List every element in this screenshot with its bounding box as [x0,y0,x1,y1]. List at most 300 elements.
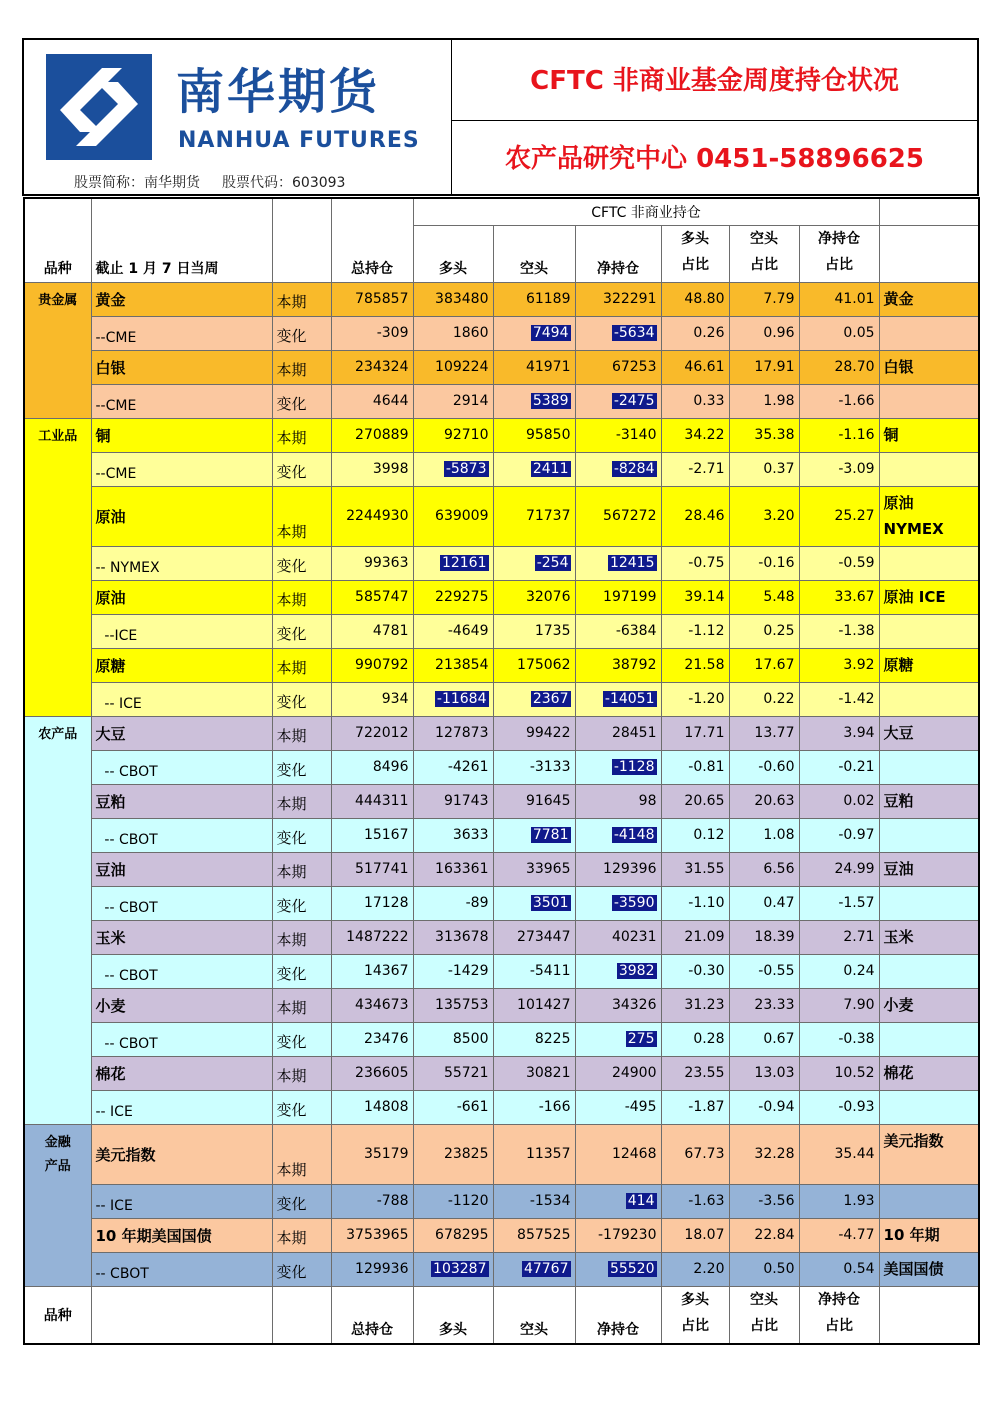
long-pct-value: -2.71 [688,461,725,477]
short-positions-cell [493,1090,575,1124]
header-short-pct-line2: 占比 [750,256,778,273]
long-pct-cell [661,1184,729,1218]
net-pct-cell [799,954,879,988]
right-label: 美国国债 [883,1259,944,1278]
short-pct-cell [729,546,799,580]
right-label: 豆粕 [883,791,914,810]
short-pct-value: -0.55 [758,963,795,979]
long-positions-cell [413,1022,493,1056]
period-label: 本期 [272,920,331,954]
footer-net: 净持仓 [575,1286,661,1344]
footer-net-pct-line1: 净持仓 [818,1291,861,1308]
long-pct-value: -0.30 [688,963,725,979]
long-pct-cell [661,988,729,1022]
long-pct-value: 28.46 [684,508,725,524]
short-positions-value: -5411 [529,963,571,979]
table-row [24,920,979,954]
long-positions-cell [413,350,493,384]
net-positions-cell [575,546,661,580]
total-positions-value: 434673 [355,997,409,1013]
total-positions-cell [331,1124,413,1184]
right-label: 豆油 [883,859,914,878]
long-positions-cell [413,546,493,580]
right-label-cell [879,988,979,1022]
long-positions-cell [413,648,493,682]
long-pct-cell [661,818,729,852]
net-pct-cell [799,546,879,580]
short-pct-value: 0.37 [763,461,795,477]
long-positions-cell [413,818,493,852]
table-body [24,282,979,1286]
net-pct-value: -0.38 [838,1031,875,1047]
right-label-cell [879,784,979,818]
net-positions-value: -179230 [598,1227,657,1243]
period-label: 变化 [272,818,331,852]
total-positions-cell [331,1252,413,1286]
period-label: 变化 [272,886,331,920]
footer-total: 总持仓 [331,1286,413,1344]
period-label: 本期 [272,350,331,384]
short-positions-value: -166 [538,1099,571,1115]
total-positions-cell [331,648,413,682]
net-positions-value: -5634 [613,325,655,341]
total-positions-value: 14367 [363,963,409,979]
net-positions-value: 129396 [603,861,657,877]
net-pct-cell [799,580,879,614]
long-pct-cell [661,954,729,988]
footer-long-pct-line1: 多头 [681,1291,709,1308]
footer-long-pct [661,1286,729,1344]
total-positions-value: 3753965 [346,1227,409,1243]
right-label-cell [879,350,979,384]
exchange-label: -- CBOT [91,1252,272,1286]
right-label-cell [879,282,979,316]
net-pct-cell [799,418,879,452]
net-positions-value: 414 [627,1193,655,1209]
short-positions-cell [493,384,575,418]
long-pct-cell [661,784,729,818]
long-positions-value: -89 [465,895,489,911]
exchange-label: --CME [91,384,272,418]
exchange-label: -- ICE [91,682,272,716]
long-pct-cell [661,452,729,486]
net-pct-cell [799,1184,879,1218]
right-label: 小麦 [883,995,914,1014]
header-category: 品种 [24,198,91,282]
short-pct-value: 17.91 [754,359,795,375]
title-block [452,40,977,196]
stock-info [74,176,367,190]
short-positions-value: 7494 [532,325,569,341]
right-label-cell [879,750,979,784]
total-positions-value: 234324 [355,359,409,375]
table-row [24,546,979,580]
footer-long-pct-line2: 占比 [681,1317,709,1334]
short-positions-value: 33965 [525,861,571,877]
table-row [24,682,979,716]
total-positions-value: 517741 [355,861,409,877]
short-pct-cell [729,384,799,418]
net-positions-cell [575,1252,661,1286]
net-pct-cell [799,818,879,852]
long-pct-cell [661,418,729,452]
long-pct-cell [661,1090,729,1124]
right-label-cell [879,886,979,920]
right-label-cell [879,1022,979,1056]
short-positions-value: 5389 [532,393,569,409]
long-pct-cell [661,886,729,920]
total-positions-value: 722012 [355,725,409,741]
long-pct-value: -1.12 [688,623,725,639]
table-row [24,350,979,384]
net-pct-value: -0.97 [838,827,875,843]
table-row [24,1218,979,1252]
short-positions-cell [493,1218,575,1252]
table-row [24,384,979,418]
right-label-cell [879,1218,979,1252]
total-positions-value: 17128 [363,895,409,911]
table-row [24,282,979,316]
short-pct-cell [729,1218,799,1252]
short-positions-cell [493,1056,575,1090]
long-positions-value: 3633 [452,827,489,843]
report-title: CFTC 非商业基金周度持仓状况 [452,40,977,121]
table-row [24,486,979,546]
long-positions-value: 91743 [443,793,489,809]
short-pct-value: 0.67 [763,1031,795,1047]
header-period-blank [272,198,331,282]
right-label-cell [879,682,979,716]
footer-blank-1 [91,1286,272,1344]
short-positions-value: -254 [536,555,569,571]
right-label: 铜 [883,425,899,444]
total-positions-cell [331,886,413,920]
long-pct-cell [661,1124,729,1184]
net-positions-value: 38792 [611,657,657,673]
long-positions-value: -4261 [447,759,489,775]
header-net-pct-line2: 占比 [825,256,854,273]
net-positions-value: 275 [627,1031,655,1047]
net-positions-value: -1128 [613,759,655,775]
long-pct-cell [661,316,729,350]
logo-english-name: NANHUA FUTURES [178,128,420,153]
net-positions-cell [575,1218,661,1252]
right-label: 玉米 [883,927,914,946]
long-pct-value: 0.28 [693,1031,725,1047]
right-label-cell [879,852,979,886]
header-net-pct-line1: 净持仓 [818,230,861,247]
short-pct-cell [729,350,799,384]
net-pct-cell [799,920,879,954]
short-pct-value: 1.08 [763,827,795,843]
net-positions-cell [575,818,661,852]
footer-blank-3 [879,1286,979,1344]
long-positions-value: 639009 [435,508,489,524]
short-pct-cell [729,716,799,750]
total-positions-cell [331,350,413,384]
logo-block [24,40,452,196]
net-positions-cell [575,580,661,614]
right-label: 10 年期 [883,1225,940,1244]
net-pct-value: -0.93 [838,1099,875,1115]
table-row [24,1252,979,1286]
long-positions-value: 103287 [433,1261,487,1277]
total-positions-cell [331,1022,413,1056]
short-positions-value: -3133 [529,759,571,775]
period-label: 变化 [272,1252,331,1286]
long-positions-cell [413,852,493,886]
net-positions-value: -3140 [615,427,657,443]
short-positions-cell [493,580,575,614]
table-row [24,316,979,350]
total-positions-cell [331,852,413,886]
net-positions-cell [575,384,661,418]
long-pct-value: 21.58 [684,657,725,673]
short-pct-cell [729,784,799,818]
long-positions-value: 109224 [435,359,489,375]
net-pct-value: -1.57 [838,895,875,911]
period-label: 变化 [272,384,331,418]
total-positions-value: 934 [381,691,409,707]
net-positions-cell [575,954,661,988]
right-label: 原油 ICE [883,587,946,606]
short-positions-value: 857525 [517,1227,571,1243]
commodity-name: 10 年期美国国债 [91,1218,272,1252]
period-label: 变化 [272,1022,331,1056]
short-positions-cell [493,1124,575,1184]
short-pct-cell [729,954,799,988]
long-pct-value: 18.07 [684,1227,725,1243]
short-positions-cell [493,486,575,546]
net-pct-value: 0.54 [843,1261,875,1277]
short-positions-cell [493,648,575,682]
long-pct-cell [661,1218,729,1252]
short-pct-cell [729,1184,799,1218]
exchange-label: -- CBOT [91,818,272,852]
short-pct-cell [729,1252,799,1286]
total-positions-cell [331,750,413,784]
net-positions-cell [575,1124,661,1184]
table-row [24,784,979,818]
long-pct-cell [661,1022,729,1056]
total-positions-value: 35179 [363,1146,409,1162]
total-positions-cell [331,452,413,486]
short-positions-value: 61189 [525,291,571,307]
long-pct-value: 2.20 [693,1261,725,1277]
net-pct-value: -0.21 [838,759,875,775]
table-row [24,886,979,920]
net-positions-cell [575,452,661,486]
long-positions-cell [413,486,493,546]
short-pct-value: -0.16 [758,555,795,571]
short-positions-value: 95850 [525,427,571,443]
net-pct-cell [799,648,879,682]
net-positions-cell [575,716,661,750]
table-row [24,954,979,988]
long-pct-value: -1.63 [688,1193,725,1209]
short-positions-value: 7781 [532,827,569,843]
short-positions-cell [493,546,575,580]
long-pct-cell [661,546,729,580]
commodity-name: 白银 [91,350,272,384]
total-positions-cell [331,316,413,350]
total-positions-cell [331,954,413,988]
long-positions-cell [413,1218,493,1252]
net-positions-value: 12468 [611,1146,657,1162]
net-positions-value: 34326 [611,997,657,1013]
net-positions-value: -14051 [604,691,655,707]
total-positions-cell [331,418,413,452]
period-label: 本期 [272,784,331,818]
net-positions-value: -8284 [613,461,655,477]
total-positions-value: 785857 [355,291,409,307]
net-positions-value: 98 [638,793,657,809]
net-pct-value: 0.02 [843,793,875,809]
net-pct-value: -1.38 [838,623,875,639]
period-label: 变化 [272,546,331,580]
short-positions-cell [493,954,575,988]
period-label: 本期 [272,486,331,546]
period-label: 本期 [272,988,331,1022]
table-row [24,1022,979,1056]
long-pct-cell [661,1056,729,1090]
long-pct-value: -1.20 [688,691,725,707]
right-label: 原糖 [883,655,914,674]
long-positions-cell [413,716,493,750]
total-positions-cell [331,546,413,580]
long-pct-cell [661,350,729,384]
footer-net-pct [799,1286,879,1344]
right-label-cell [879,1056,979,1090]
long-pct-cell [661,1252,729,1286]
header-right-blank-2 [879,225,979,282]
period-label: 本期 [272,648,331,682]
cftc-positions-table [23,197,980,1345]
long-pct-value: 46.61 [684,359,725,375]
net-pct-value: 41.01 [834,291,875,307]
short-positions-value: 1735 [534,623,571,639]
footer-short-pct-line2: 占比 [750,1317,778,1334]
net-positions-cell [575,920,661,954]
short-positions-cell [493,716,575,750]
short-positions-cell [493,418,575,452]
net-pct-cell [799,886,879,920]
stock-code: 股票代码：603093 [222,175,346,191]
category-cell: 金融 产品 [24,1124,91,1286]
exchange-label: --CME [91,452,272,486]
total-positions-value: 585747 [355,589,409,605]
total-positions-value: 14808 [363,1099,409,1115]
short-pct-cell [729,750,799,784]
commodity-name: 美元指数 [91,1124,272,1184]
category-cell: 贵金属 [24,282,91,418]
exchange-label: -- NYMEX [91,546,272,580]
short-pct-cell [729,580,799,614]
long-positions-cell [413,418,493,452]
table-row [24,750,979,784]
commodity-name: 小麦 [91,988,272,1022]
commodity-name: 豆粕 [91,784,272,818]
table-header-row-top [24,198,979,225]
right-label-cell [879,648,979,682]
right-label-cell [879,452,979,486]
long-positions-cell [413,1090,493,1124]
total-positions-value: 23476 [363,1031,409,1047]
net-pct-value: -4.77 [838,1227,875,1243]
net-pct-value: 0.05 [843,325,875,341]
short-pct-cell [729,648,799,682]
long-pct-value: 31.23 [684,997,725,1013]
right-label-cell [879,546,979,580]
total-positions-cell [331,282,413,316]
short-positions-value: 273447 [517,929,571,945]
net-pct-cell [799,852,879,886]
net-pct-cell [799,1252,879,1286]
long-positions-value: 678295 [435,1227,489,1243]
footer-net-pct-line2: 占比 [825,1317,854,1334]
total-positions-cell [331,1056,413,1090]
period-label: 变化 [272,1184,331,1218]
total-positions-value: 236605 [355,1065,409,1081]
net-pct-cell [799,1022,879,1056]
short-pct-value: 7.79 [763,291,795,307]
long-pct-value: 39.14 [684,589,725,605]
short-pct-cell [729,886,799,920]
right-label: 原油 [883,493,914,512]
long-positions-value: -5873 [445,461,487,477]
total-positions-cell [331,784,413,818]
short-pct-cell [729,418,799,452]
net-positions-cell [575,988,661,1022]
short-pct-value: 0.50 [763,1261,795,1277]
net-pct-cell [799,316,879,350]
total-positions-cell [331,486,413,546]
net-pct-cell [799,486,879,546]
table-row [24,1124,979,1184]
net-positions-cell [575,1184,661,1218]
net-positions-value: -6384 [615,623,657,639]
period-label: 本期 [272,1056,331,1090]
right-label-cell [879,1184,979,1218]
long-positions-cell [413,1124,493,1184]
period-label: 变化 [272,614,331,648]
right-label: NYMEX [883,519,944,538]
net-positions-cell [575,350,661,384]
short-pct-cell [729,1124,799,1184]
table-row [24,418,979,452]
commodity-name: 原油 [91,486,272,546]
period-label: 变化 [272,954,331,988]
long-pct-value: 67.73 [684,1146,725,1162]
short-pct-value: 0.25 [763,623,795,639]
short-pct-cell [729,852,799,886]
right-label-cell [879,418,979,452]
short-positions-value: 175062 [517,657,571,673]
net-positions-cell [575,1090,661,1124]
right-label-cell [879,920,979,954]
period-label: 本期 [272,418,331,452]
total-positions-value: 990792 [355,657,409,673]
total-positions-cell [331,1090,413,1124]
long-pct-cell [661,614,729,648]
net-positions-cell [575,852,661,886]
long-positions-value: 229275 [435,589,489,605]
period-label: 变化 [272,452,331,486]
net-positions-cell [575,1056,661,1090]
total-positions-value: 3998 [372,461,409,477]
table-row [24,452,979,486]
table-row [24,852,979,886]
